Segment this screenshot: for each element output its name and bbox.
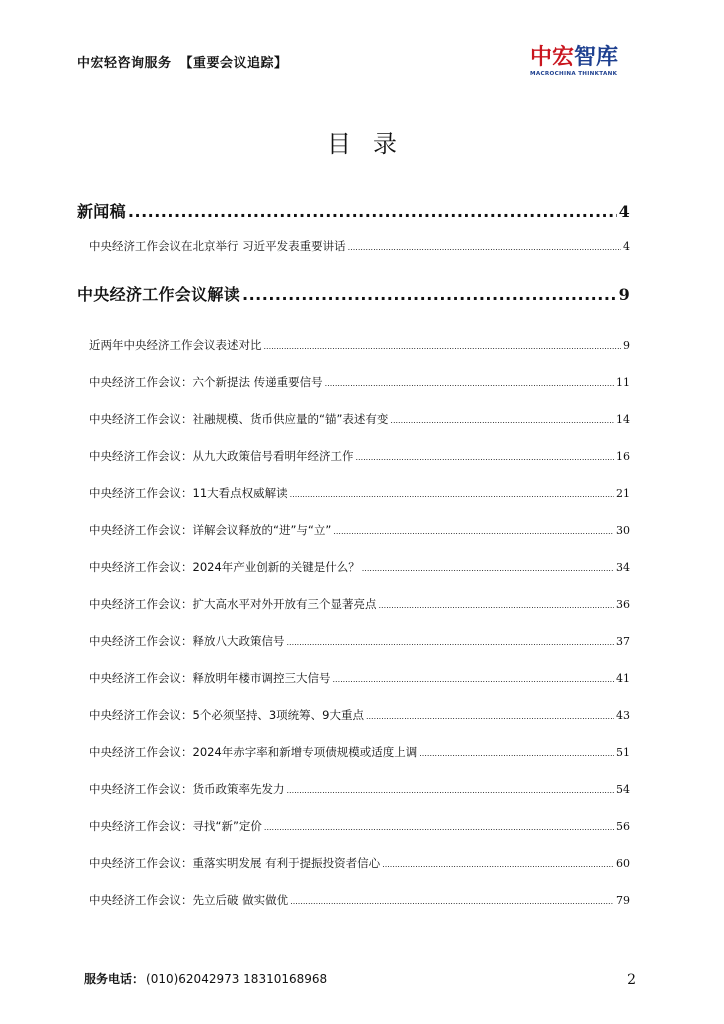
toc-leader [366,698,614,735]
toc-entry[interactable] [77,475,630,512]
toc-entry-title: 中央经济工作会议：货币政策率先发力 [89,782,285,796]
toc-entry-title: 中央经济工作会议：六个新提法 传递重要信号 [89,375,323,389]
toc-entry-title: 中央经济工作会议：2024年赤字率和新增专项债规模或适度上调 [89,745,418,759]
toc-leader [264,328,622,365]
toc-leader [382,846,614,883]
toc-entry[interactable] [77,771,630,808]
toc-leader [264,809,614,846]
toc-section-news[interactable] [77,196,630,228]
toc-entry-page: 36 [616,598,630,611]
logo-text-cn-b: 智库 [574,45,619,70]
toc-entry-title: 中央经济工作会议：释放明年楼市调控三大信号 [89,671,331,685]
toc-leader [356,439,615,476]
page-title: 目录 [327,130,419,158]
toc-entry[interactable] [77,228,630,265]
toc-entry-page: 16 [616,450,630,463]
toc-entry-page: 21 [616,487,630,500]
toc-leader [287,624,615,661]
toc-entry-title: 中央经济工作会议：从九大政策信号看明年经济工作 [89,449,354,463]
toc-entry-title: 中央经济工作会议：详解会议释放的“进”与“立” [89,523,332,537]
toc-entry-page: 56 [616,820,630,833]
toc-entry-title: 中央经济工作会议在北京举行 习近平发表重要讲话 [89,239,346,253]
toc-entry-page: 51 [616,746,630,759]
toc-entry-title: 中央经济工作会议：重落实明发展 有利于提振投资者信心 [89,856,381,870]
toc-section-interpretation[interactable] [77,279,630,311]
logo-text-en: MACROCHINA THINKTANK [530,71,618,77]
header-tag: 【重要会议追踪】 [179,56,288,71]
toc-entry[interactable] [77,364,630,401]
toc-entry-title: 中央经济工作会议：5个必须坚持、3项统筹、9大重点 [89,708,364,722]
toc-leader [348,229,621,266]
footer-contact [84,970,327,987]
toc-entry[interactable] [77,660,630,697]
toc-entry-title: 中央经济工作会议：释放八大政策信号 [89,634,285,648]
toc-entry-page: 79 [616,894,630,907]
toc-section-title: 新闻稿 [77,202,126,221]
toc-entry-page: 4 [623,240,630,253]
toc-spacer [77,265,630,279]
toc-entry-page: 11 [616,376,630,389]
toc-entry[interactable] [77,512,630,549]
toc-leader [333,661,615,698]
footer-phone: (010)62042973 18310168968 [146,972,328,986]
toc-entry-title: 近两年中央经济工作会议表述对比 [89,338,262,352]
toc-leader [333,513,614,550]
toc-entry-page: 30 [616,524,630,537]
table-of-contents [77,196,630,919]
toc-section-page: 4 [618,202,630,221]
toc-leader [379,587,615,624]
toc-leader [242,279,617,311]
footer-phone-label: 服务电话： [84,972,145,986]
toc-leader [362,550,614,587]
toc-entry-title: 中央经济工作会议：寻找“新”定价 [89,819,262,833]
toc-entry[interactable] [77,401,630,438]
toc-leader [287,772,615,809]
toc-leader [390,402,614,439]
toc-entry[interactable] [77,586,630,623]
toc-spacer [77,311,630,327]
header-service [77,52,288,71]
toc-entry[interactable] [77,327,630,364]
toc-entry[interactable] [77,549,630,586]
toc-entry[interactable] [77,623,630,660]
logo-text-cn-a: 中宏 [530,45,575,70]
toc-entry-page: 37 [616,635,630,648]
toc-entry-title: 中央经济工作会议：社融规模、货币供应量的“锚”表述有变 [89,412,389,426]
toc-entry-title: 中央经济工作会议：扩大高水平对外开放有三个显著亮点 [89,597,377,611]
toc-leader [290,476,614,513]
page-number: 2 [627,972,636,988]
toc-entry-page: 54 [616,783,630,796]
toc-entry-title: 中央经济工作会议：2024年产业创新的关键是什么？ [89,560,360,574]
logo-text-cn [530,46,630,70]
toc-leader [290,883,614,920]
toc-entry-page: 14 [616,413,630,426]
toc-leader [419,735,614,772]
logo [530,46,630,78]
toc-leader [325,365,614,402]
toc-section-page: 9 [618,285,630,304]
toc-entry-title: 中央经济工作会议：11大看点权威解读 [89,486,288,500]
header-service-name: 中宏轻咨询服务 [77,56,172,71]
toc-entry-page: 41 [616,672,630,685]
toc-entry-page: 60 [616,857,630,870]
toc-entry-page: 34 [616,561,630,574]
toc-section-title: 中央经济工作会议解读 [77,285,241,304]
toc-entry[interactable] [77,734,630,771]
toc-leader [128,196,617,228]
toc-entry[interactable] [77,697,630,734]
toc-entry[interactable] [77,808,630,845]
toc-entry-page: 9 [623,339,630,352]
toc-entry-title: 中央经济工作会议：先立后破 做实做优 [89,893,289,907]
toc-entry-page: 43 [616,709,630,722]
toc-entry[interactable] [77,882,630,919]
toc-entry[interactable] [77,845,630,882]
toc-entry[interactable] [77,438,630,475]
